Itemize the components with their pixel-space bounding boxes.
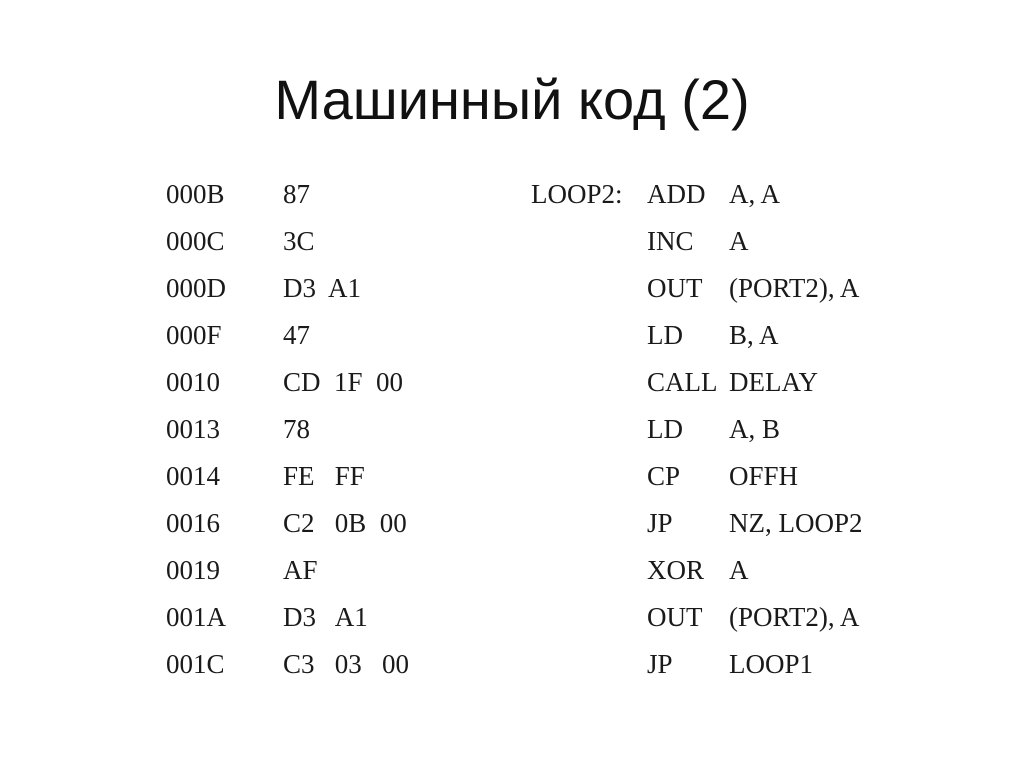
operands-cell: A xyxy=(729,555,749,585)
machine-code-cell: 87 xyxy=(283,179,310,209)
operands-cell: DELAY xyxy=(729,367,819,397)
address-cell: 000D xyxy=(166,273,226,303)
listing-row xyxy=(0,644,1024,684)
machine-code-cell: D3 A1 xyxy=(283,602,368,632)
mnemonic-cell: JP xyxy=(647,649,673,679)
mnemonic-cell: LD xyxy=(647,414,683,444)
operands-cell: A xyxy=(729,226,749,256)
mnemonic-cell: JP xyxy=(647,508,673,538)
machine-code-cell: C3 03 00 xyxy=(283,649,410,679)
machine-code-cell: 78 xyxy=(283,414,310,444)
address-cell: 001A xyxy=(166,602,226,632)
machine-code-cell: FE FF xyxy=(283,461,365,491)
address-cell: 000B xyxy=(166,179,225,209)
mnemonic-cell: OUT xyxy=(647,602,703,632)
operands-cell: OFFH xyxy=(729,461,799,491)
listing-row xyxy=(0,315,1024,355)
mnemonic-cell: OUT xyxy=(647,273,703,303)
listing-row xyxy=(0,456,1024,496)
listing-row xyxy=(0,174,1024,214)
mnemonic-cell: LD xyxy=(647,320,683,350)
address-cell: 0014 xyxy=(166,461,220,491)
listing-row xyxy=(0,409,1024,449)
mnemonic-cell: CP xyxy=(647,461,681,491)
label-cell: LOOP2: xyxy=(531,179,623,209)
address-cell: 001C xyxy=(166,649,225,679)
listing-row xyxy=(0,550,1024,590)
listing-row xyxy=(0,362,1024,402)
operands-cell: (PORT2), A xyxy=(729,602,860,632)
machine-code-cell: AF xyxy=(283,555,318,585)
operands-cell: B, A xyxy=(729,320,779,350)
listing-row xyxy=(0,268,1024,308)
machine-code-cell: 3C xyxy=(283,226,315,256)
listing-row xyxy=(0,597,1024,637)
listing-row xyxy=(0,221,1024,261)
operands-cell: A, A xyxy=(729,179,781,209)
address-cell: 0016 xyxy=(166,508,220,538)
mnemonic-cell: CALL xyxy=(647,367,718,397)
mnemonic-cell: XOR xyxy=(647,555,705,585)
machine-code-cell: C2 0B 00 xyxy=(283,508,407,538)
operands-cell: (PORT2), A xyxy=(729,273,860,303)
address-cell: 0013 xyxy=(166,414,220,444)
mnemonic-cell: INC xyxy=(647,226,694,256)
operands-cell: A, B xyxy=(729,414,781,444)
address-cell: 0019 xyxy=(166,555,220,585)
mnemonic-cell: ADD xyxy=(647,179,706,209)
address-cell: 000F xyxy=(166,320,222,350)
operands-cell: NZ, LOOP2 xyxy=(729,508,863,538)
address-cell: 000C xyxy=(166,226,225,256)
machine-code-cell: 47 xyxy=(283,320,310,350)
listing-row xyxy=(0,503,1024,543)
assembly-listing xyxy=(0,174,1024,694)
machine-code-cell: CD 1F 00 xyxy=(283,367,404,397)
slide-title: Машинный код (2) xyxy=(274,68,750,131)
operands-cell: LOOP1 xyxy=(729,649,814,679)
address-cell: 0010 xyxy=(166,367,220,397)
machine-code-cell: D3 A1 xyxy=(283,273,362,303)
